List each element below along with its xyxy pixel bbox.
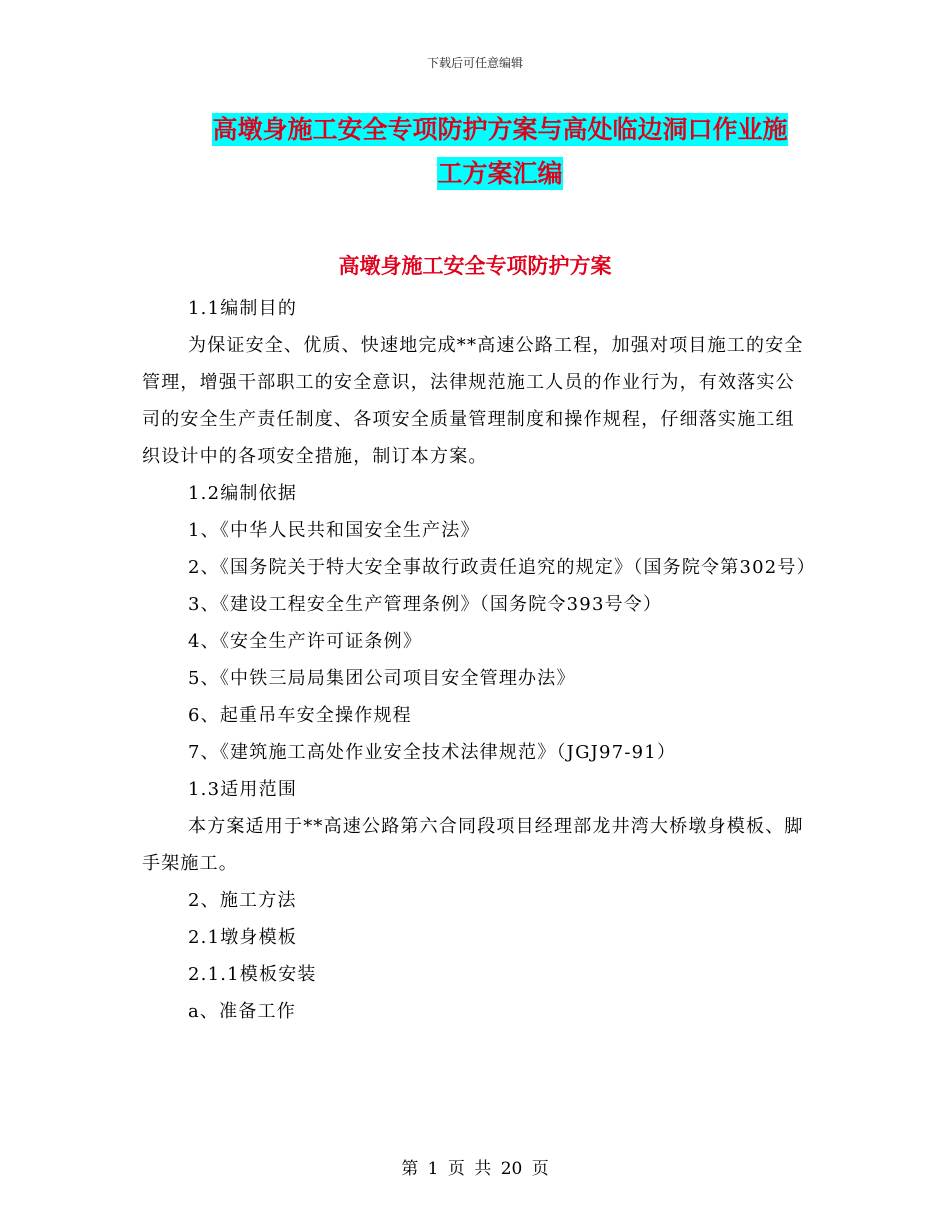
- page-footer: 第 1 页 共 20 页: [401, 1159, 549, 1179]
- header-note: 下载后可任意编辑: [426, 56, 523, 70]
- heading-2: 2、施工方法: [188, 890, 297, 911]
- section-title: 高墩身施工安全专项防护方案: [338, 254, 612, 278]
- document-title: [140, 108, 860, 196]
- title-line-2: 工方案汇编: [437, 159, 563, 188]
- heading-2-1-1: 2.1.1模板安装: [188, 964, 317, 985]
- basis-item-5: 5、《中铁三局局集团公司项目安全管理办法》: [188, 668, 576, 689]
- heading-1-2: 1.2编制依据: [188, 483, 298, 504]
- heading-2-1: 2.1墩身模板: [188, 927, 298, 948]
- basis-item-4: 4、《安全生产许可证条例》: [188, 631, 423, 652]
- paragraph-purpose: 为保证安全、优质、快速地完成**高速公路工程，加强对项目施工的安全管理，增强干部职工的安全意识，法律规范施工人员的作业行为，有效落实公司的安全生产责任制度、各项安全质量管理制度和操作规程，仔细落实施工组织设计中的各项安全措施，制订本方案。: [142, 335, 804, 467]
- basis-item-2: 2、《国务院关于特大安全事故行政责任追究的规定》（国务院令第302号）: [188, 557, 816, 578]
- title-line-1: 高墩身施工安全专项防护方案与高处临边洞口作业施: [212, 115, 788, 144]
- basis-item-7: 7、《建筑施工高处作业安全技术法律规范》（JGJ97-91）: [188, 742, 677, 763]
- heading-1-1: 1.1编制目的: [188, 298, 298, 319]
- basis-item-6: 6、起重吊车安全操作规程: [188, 705, 412, 726]
- item-a: a、准备工作: [188, 1001, 296, 1022]
- heading-1-3: 1.3适用范围: [188, 779, 298, 800]
- basis-item-1: 1、《中华人民共和国安全生产法》: [188, 520, 480, 541]
- basis-item-3: 3、《建设工程安全生产管理条例》（国务院令393号令）: [188, 594, 663, 615]
- paragraph-scope: 本方案适用于**高速公路第六合同段项目经理部龙井湾大桥墩身模板、脚手架施工。: [142, 816, 804, 874]
- document-body: [142, 290, 816, 1030]
